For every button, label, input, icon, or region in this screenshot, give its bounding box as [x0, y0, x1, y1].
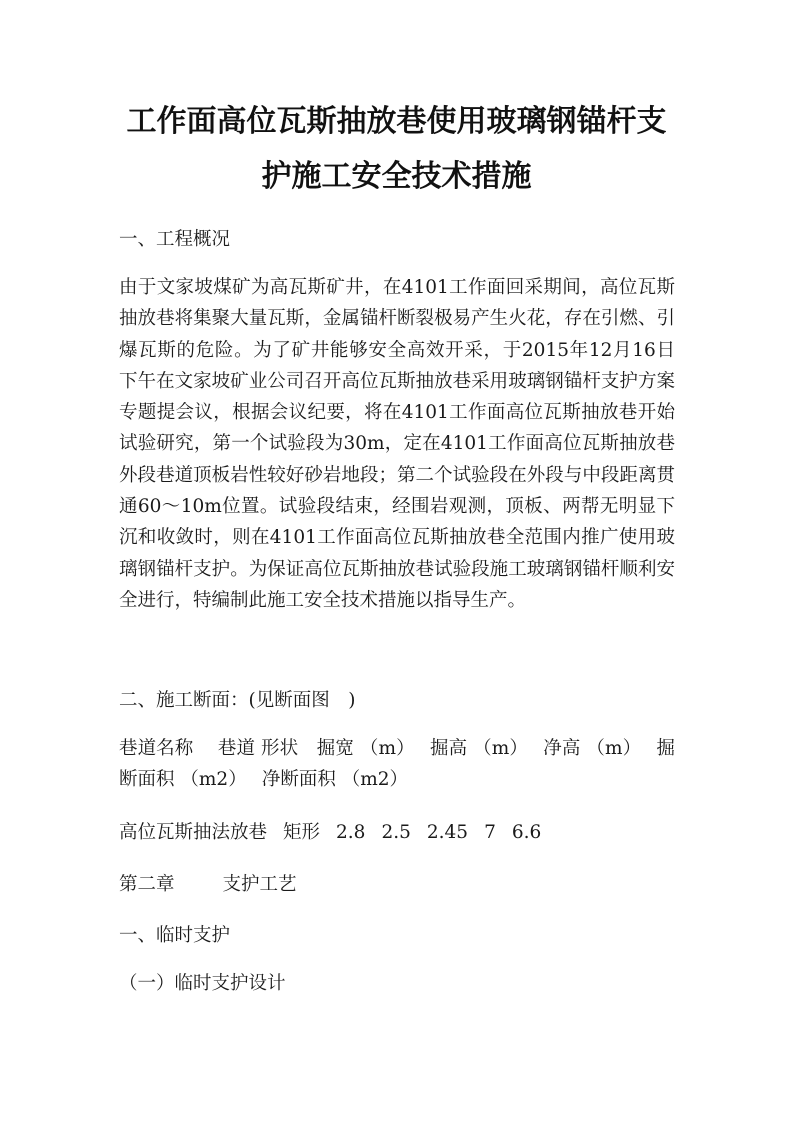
- excavation-height-cell: 2.5: [381, 822, 411, 843]
- document-title-line-1: 工作面高位瓦斯抽放巷使用玻璃钢锚杆支: [126, 104, 667, 139]
- document-title-line-2: 护施工安全技术措施: [261, 159, 532, 194]
- chapter-2-heading: [119, 872, 297, 898]
- project-overview-paragraph: 由于文家坡煤矿为高瓦斯矿井，在4101工作面回采期间，高位瓦斯抽放巷将集聚大量瓦斯，金属锚杆断裂极易产生火花，存在引燃、引爆瓦斯的危险。为了矿井能够安全高效开采，于2015年12月16日下午在文家坡矿业公司召开高位瓦斯抽放巷采用玻璃钢锚杆支护方案专题提会议，根据会议纪要，将在4101工作面高位瓦斯抽放巷开始试验研究，第一个试验段为30m，定在4101工作面高位瓦斯抽放巷外段巷道顶板岩性较好砂岩地段；第二个试验段在外段与中段距离贯通60～10m位置。试验段结束，经围岩观测，顶板、两帮无明显下沉和收敛时，则在4101工作面高位瓦斯抽放巷全范围内推广使用玻璃钢锚杆支护。为保证高位瓦斯抽放巷试验段施工玻璃钢锚杆顺利安全进行，特编制此施工安全技术措施以指导生产。: [119, 277, 675, 611]
- chapter-2-title: 支护工艺: [222, 874, 297, 895]
- chapter-2-label: 第二章: [119, 874, 175, 895]
- section-heading-construction-section: 二、施工断面：(见断面图 ): [119, 690, 356, 711]
- section-heading-temporary-support: 一、临时支护: [119, 925, 231, 946]
- excavation-width-cell: 2.8: [336, 822, 366, 843]
- section-table-header-text: 巷道名称 巷道 形状 掘宽 （m） 掘高 （m） 净高 （m） 掘断面积 （m2） 净断面积 （m2）: [119, 738, 675, 791]
- excavation-area-cell: 7: [484, 822, 496, 843]
- section-table-row: [119, 820, 557, 846]
- net-area-cell: 6.6: [511, 822, 542, 843]
- section-heading-project-overview: 一、工程概况: [119, 229, 231, 250]
- net-height-cell: 2.45: [426, 822, 469, 843]
- roadway-name-cell: 高位瓦斯抽法放巷: [119, 822, 268, 843]
- roadway-shape-cell: 矩形: [283, 822, 321, 843]
- subsection-heading-temporary-support-design: （一）临时支护设计: [119, 973, 286, 994]
